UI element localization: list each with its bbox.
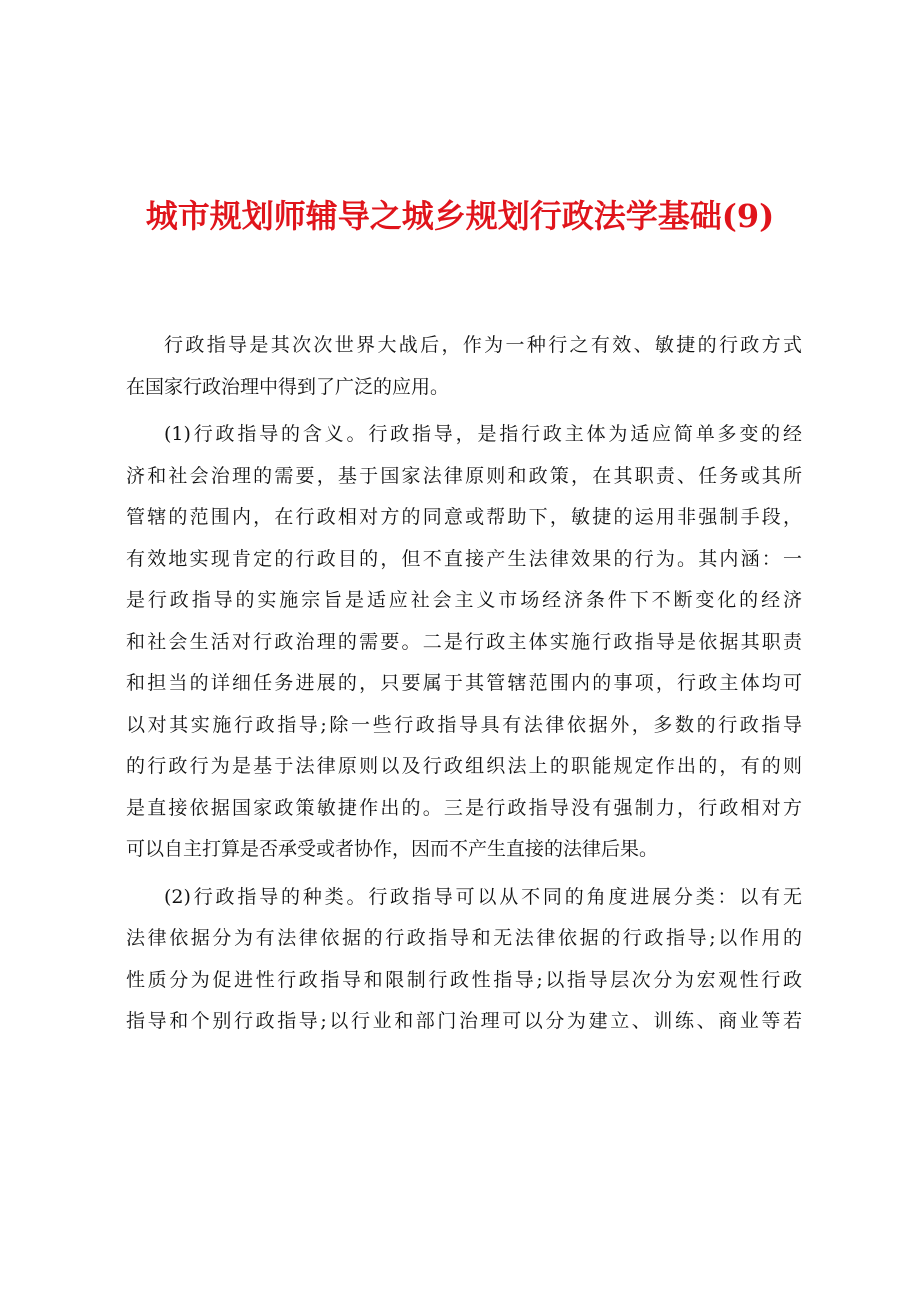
- paragraph-3: [126, 877, 802, 1043]
- text-line: 是行政指导的实施宗旨是适应社会主义市场经济条件下不断变化的经济: [126, 589, 802, 611]
- document-body: [126, 325, 802, 1043]
- text-line: 和担当的详细任务进展的，只要属于其管辖范围内的事项，行政主体均可: [126, 672, 802, 694]
- text-line: 以对其实施行政指导;除一些行政指导具有法律依据外，多数的行政指导: [126, 713, 802, 736]
- text-line: 在国家行政治理中得到了广泛的应用。: [126, 375, 450, 398]
- document-title: 城市规划师辅导之城乡规划行政法学基础(9): [145, 197, 775, 235]
- paragraph-1: [126, 325, 802, 408]
- text-line: 可以自主打算是否承受或者协作，因而不产生直接的法律后果。: [126, 838, 659, 860]
- paragraph-2: [126, 414, 802, 871]
- text-line: (1)行政指导的含义。行政指导，是指行政主体为适应简单多变的经: [164, 423, 802, 445]
- text-line: (2)行政指导的种类。行政指导可以从不同的角度进展分类：以有无: [164, 885, 802, 908]
- text-line: 管辖的范围内，在行政相对方的同意或帮助下，敏捷的运用非强制手段，: [126, 506, 802, 528]
- text-line: 有效地实现肯定的行政目的，但不直接产生法律效果的行为。其内涵：一: [126, 547, 802, 570]
- text-line: 行政指导是其次次世界大战后，作为一种行之有效、敏捷的行政方式: [164, 334, 802, 356]
- text-line: 是直接依据国家政策敏捷作出的。三是行政指导没有强制力，行政相对方: [126, 796, 802, 819]
- text-line: 指导和个别行政指导;以行业和部门治理可以分为建立、训练、商业等若: [126, 1010, 802, 1032]
- text-line: 法律依据分为有法律依据的行政指导和无法律依据的行政指导;以作用的: [126, 927, 802, 949]
- text-line: 和社会生活对行政治理的需要。二是行政主体实施行政指导是依据其职责: [126, 630, 802, 653]
- text-line: 济和社会治理的需要，基于国家法律原则和政策，在其职责、任务或其所: [126, 464, 802, 487]
- text-line: 的行政行为是基于法律原则以及行政组织法上的职能规定作出的，有的则: [126, 755, 802, 777]
- text-line: 性质分为促进性行政指导和限制行政性指导;以指导层次分为宏观性行政: [126, 968, 802, 991]
